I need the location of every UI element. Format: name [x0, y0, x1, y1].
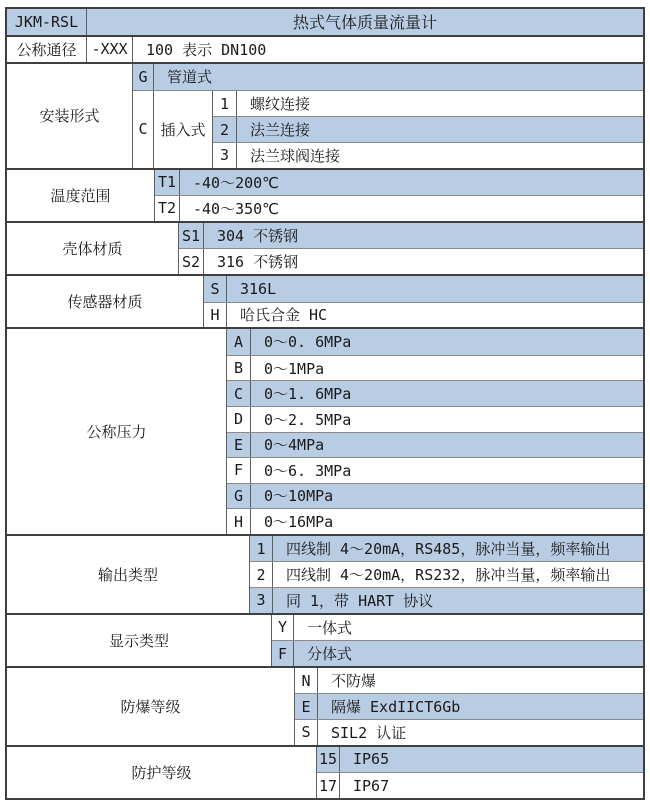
value-cell: 螺纹连接: [250, 95, 311, 114]
section-label: 输出类型: [7, 536, 250, 613]
value-cell: 法兰连接: [250, 121, 311, 140]
section-label: 安装形式: [7, 64, 133, 167]
value-cell: 法兰球阀连接: [250, 146, 341, 165]
code-cell: S1: [179, 223, 204, 249]
code-cell: F: [227, 458, 251, 483]
code-cell: Y: [272, 615, 294, 641]
value-cell: 316L: [240, 279, 277, 298]
table-row: [272, 615, 643, 641]
code-cell: C: [227, 381, 251, 406]
code-cell: H: [227, 509, 251, 534]
value-cell: 管道式: [167, 68, 213, 87]
value-cell: 哈氏合金 HC: [240, 306, 328, 325]
code-cell: -XXX: [87, 37, 133, 63]
section-installation-type: [7, 62, 643, 167]
code-cell: G: [133, 64, 154, 90]
section-label: 防护等级: [7, 747, 317, 798]
table-row: [227, 483, 643, 509]
code-cell: 3: [213, 143, 237, 168]
insertion-type-label: 插入式: [154, 91, 213, 168]
code-cell: 1: [213, 91, 237, 117]
value-cell: 四线制 4～20mA，RS485，脉冲当量，频率输出: [286, 540, 611, 559]
product-title: 热式气体质量流量计: [87, 9, 643, 35]
table-row: [213, 91, 643, 117]
table-row: [295, 668, 643, 694]
code-cell: A: [227, 329, 251, 355]
section-label: 公称通径: [7, 37, 87, 63]
section-label: 公称压力: [7, 329, 227, 534]
header-row: [7, 9, 643, 35]
table-row: [179, 248, 643, 274]
value-cell: 100 表示 DN100: [146, 40, 267, 59]
table-row: [227, 508, 643, 534]
section-label: 显示类型: [7, 615, 272, 666]
section-protection-grade: [7, 745, 643, 798]
section-nominal-diameter: [7, 35, 643, 63]
code-cell: D: [227, 407, 251, 432]
code-cell: 1: [250, 536, 273, 562]
code-cell: B: [227, 356, 251, 381]
section-sensor-material: [7, 274, 643, 327]
value-cell: 四线制 4～20mA，RS232，脉冲当量，频率输出: [286, 566, 611, 585]
table-row: [213, 116, 643, 142]
value-cell: 0～16MPa: [264, 513, 334, 532]
table-row: [295, 693, 643, 719]
section-nominal-pressure: [7, 327, 643, 534]
code-cell: 3: [250, 588, 273, 613]
table-row: [87, 37, 643, 63]
value-cell: 一体式: [307, 618, 353, 637]
section-temperature-range: [7, 168, 643, 221]
value-cell: 隔爆 ExdIICT6Gb: [331, 698, 461, 717]
code-cell: H: [204, 303, 227, 328]
table-row: [317, 747, 643, 773]
value-cell: 0～1MPa: [264, 359, 325, 378]
table-row: [179, 223, 643, 249]
value-cell: IP67: [353, 776, 390, 795]
value-cell: SIL2 认证: [331, 723, 407, 742]
table-row: [272, 640, 643, 666]
table-row: [250, 536, 643, 562]
code-cell: 2: [213, 117, 237, 142]
table-row: [227, 355, 643, 381]
table-row: [227, 457, 643, 483]
code-cell: C: [133, 91, 154, 168]
section-label: 传感器材质: [7, 276, 204, 327]
code-cell: F: [272, 641, 294, 666]
section-display-type: [7, 613, 643, 666]
value-cell: 304 不锈钢: [217, 227, 299, 246]
table-row: [227, 406, 643, 432]
value-cell: 0～10MPa: [264, 487, 334, 506]
value-cell: IP65: [353, 750, 390, 769]
value-cell: -40～350℃: [193, 199, 280, 218]
table-row: [213, 142, 643, 168]
code-cell: T1: [155, 170, 180, 196]
table-row: [227, 380, 643, 406]
section-output-type: [7, 534, 643, 613]
code-cell: 2: [250, 562, 273, 587]
insertion-subgroup: [133, 90, 643, 168]
table-row: [155, 195, 643, 221]
value-cell: 0～1. 6MPa: [264, 385, 352, 404]
code-cell: T2: [155, 196, 180, 221]
value-cell: 0～0. 6MPa: [264, 333, 352, 352]
model-selection-table: [5, 7, 645, 800]
value-cell: 分体式: [307, 645, 353, 664]
code-cell: S: [295, 720, 318, 745]
table-row: [250, 587, 643, 613]
value-cell: 0～4MPa: [264, 436, 325, 455]
table-row: [155, 170, 643, 196]
model-code: JKM-RSL: [7, 9, 87, 35]
code-cell: G: [227, 484, 251, 509]
table-row: [295, 719, 643, 745]
code-cell: 15: [317, 747, 340, 773]
code-cell: S: [204, 276, 227, 302]
section-label: 温度范围: [7, 170, 155, 221]
section-housing-material: [7, 221, 643, 274]
value-cell: 0～2. 5MPa: [264, 410, 352, 429]
code-cell: E: [295, 694, 318, 719]
code-cell: N: [295, 668, 318, 694]
value-cell: 不防爆: [331, 672, 377, 691]
value-cell: -40～200℃: [193, 173, 280, 192]
code-cell: 17: [317, 773, 340, 798]
code-cell: S2: [179, 249, 204, 274]
section-label: 防爆等级: [7, 668, 295, 745]
table-row: [227, 432, 643, 458]
section-label: 壳体材质: [7, 223, 179, 274]
table-row: [250, 561, 643, 587]
table-row: [317, 772, 643, 798]
section-explosion-proof-grade: [7, 666, 643, 745]
table-row: [133, 64, 643, 90]
table-row: [204, 276, 643, 302]
value-cell: 316 不锈钢: [217, 253, 299, 272]
value-cell: 0～6. 3MPa: [264, 461, 352, 480]
code-cell: E: [227, 433, 251, 458]
table-row: [227, 329, 643, 355]
table-row: [204, 302, 643, 328]
value-cell: 同 1，带 HART 协议: [286, 591, 434, 610]
